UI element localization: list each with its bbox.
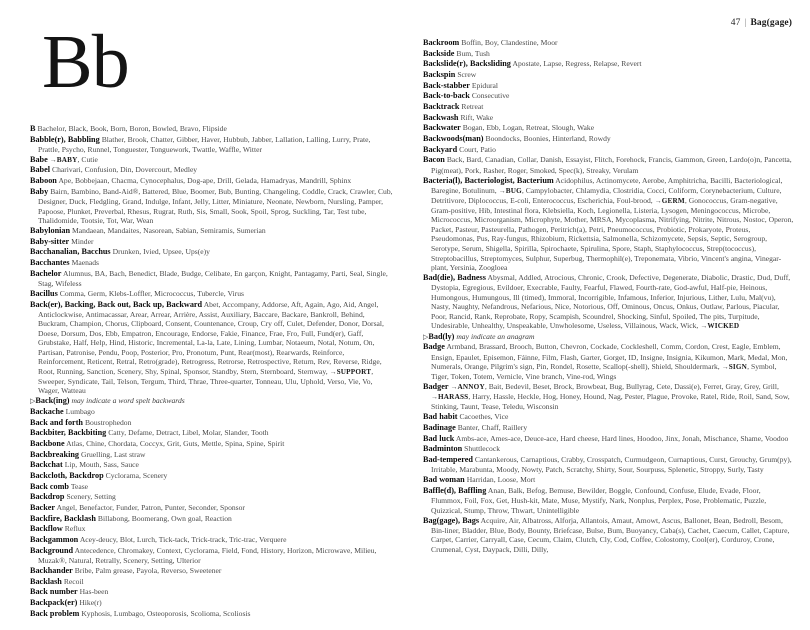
cross-reference-link[interactable]: BUG	[505, 186, 522, 195]
entry-synonyms: Acey-deucy, Blot, Lurch, Tick-tack, Trick-track, Tric-trac, Verquere	[79, 535, 287, 545]
dictionary-entry	[30, 524, 393, 534]
entry-synonyms: Court, Patio	[459, 144, 496, 154]
cross-reference-arrow-icon: →	[450, 383, 458, 392]
entry-headword: Back problem	[30, 608, 80, 618]
entry-synonyms: Bum, Tush	[456, 48, 490, 58]
letter-heading: Bb	[42, 20, 129, 104]
dictionary-entry	[30, 587, 393, 597]
dictionary-entry	[30, 155, 393, 165]
entry-synonyms: Ape, Bobbejaan, Chacma, Cynocephalus, Dog-ape, Drill, Gelada, Hamadryas, Mandrill, Sphinx	[58, 176, 352, 186]
entry-synonyms: Retreat	[461, 102, 484, 112]
dictionary-entry	[423, 176, 794, 273]
dictionary-entry	[30, 289, 393, 299]
entry-headword: Back-stabber	[423, 80, 470, 90]
entry-synonyms: Gruelling, Last straw	[81, 449, 146, 459]
entry-headword: Backside	[423, 48, 455, 58]
entry-headword: Background	[30, 545, 74, 555]
entry-headword: Backcloth, Backdrop	[30, 471, 104, 481]
entry-headword: Bad-tempered	[423, 455, 473, 464]
dictionary-entry	[30, 546, 393, 566]
cross-reference-link[interactable]: WICKED	[707, 322, 740, 331]
entry-headword: Babylonian	[30, 226, 71, 235]
entry-synonyms: Kyphosis, Lumbago, Osteoporosis, Scolioma, Scoliosis	[81, 608, 251, 618]
dictionary-entry	[30, 535, 393, 545]
entry-synonyms: →ANNOY, Bait, Bedevil, Beset, Brock, Browbeat, Bug, Bullyrag, Cete, Dassi(e), Ferret, Gray, Grey, Grill, →HARASS, Harry, Hassle, Heckle, Hog, Honey, Hound, Nag, Pester, Plague, Provoke, Ratel, Ride, Roil, Sand, Sow, Stinking, Taunt, Tease, Teledu, Wisconsin	[431, 382, 790, 412]
dictionary-entry	[30, 460, 393, 470]
entry-headword: Babble(r), Babbling	[30, 134, 100, 144]
dictionary-entry	[423, 412, 794, 422]
entry-headword: Bacon	[423, 155, 445, 165]
entry-synonyms: Cacoethes, Vice	[459, 412, 509, 422]
entry-headword: Backwoods(man)	[423, 134, 484, 144]
entry-headword: Backflow	[30, 524, 63, 534]
entry-usage-note: may indicate an anagram	[456, 331, 535, 341]
entry-synonyms: Boondocks, Boonies, Hinterland, Rowdy	[485, 134, 611, 144]
dictionary-entry	[423, 273, 794, 331]
entry-synonyms: Comma, Germ, Klebs-Loffler, Micrococcus, Tubercle, Virus	[59, 288, 244, 298]
dictionary-entry	[423, 342, 794, 381]
dictionary-entry	[30, 165, 393, 175]
dictionary-entry	[30, 135, 393, 155]
cross-reference-arrow-icon: →	[431, 393, 438, 402]
entry-headword: Babe	[30, 154, 48, 164]
entry-headword: Baby-sitter	[30, 236, 70, 246]
entry-headword: Backwash	[423, 112, 459, 122]
dictionary-entry	[30, 247, 393, 257]
entry-synonyms: Boffin, Boy, Clandestine, Moor	[461, 38, 558, 47]
dictionary-entry	[30, 269, 393, 289]
entry-synonyms: Minder	[71, 236, 94, 246]
entry-synonyms: Alumnus, BA, Bach, Benedict, Blade, Budge, Celibate, En garçon, Knight, Pantagamy, Parti, Seal, Single, Stag, Wifeless	[38, 268, 388, 288]
entry-headword: Backfire, Backlash	[30, 513, 96, 523]
entry-synonyms: Ambs-ace, Ames-ace, Deuce-ace, Hard cheese, Hard lines, Hoodoo, Jinx, Jonah, Mischance, Shame, Voodoo	[455, 433, 789, 443]
cross-reference-arrow-icon: →	[721, 363, 729, 372]
dictionary-entry	[423, 155, 794, 175]
entry-headword: Backpack(er)	[30, 597, 78, 607]
entry-synonyms: Abet, Accompany, Addorse, Aft, Again, Ago, Aid, Angel, Anticlockwise, Antimacassar, Arear, Arrear, Arrière, Assist, Auxiliary, Baccare, Backare, Bankroll, Behind, Buckram, Champion, Chorus, Clipboard, Consent, Countenance, Croup, Cry off, Culet, Defender, Donor, Dorsal, Doese, Dorsum, Dos, Ebb, Empatron, Encourage, Endorse, Fakie, Finance, Frae, Fro, Full, Fund(er), Gaff, Grubstake, Half, Help, Hind, Historic, Incremental, La-la, Late, Lining, Lumbar, Notaeum, Notal, Notum, On, Partisan, Patronise, Pendu, Poop, Posterior, Pro, Pronotum, Punt, Rear(most), Rearwards, Reinforce, Reinforcement, Reticent, Retral, Retro(grade), Retrogress, Retrorse, Retrospective, Return, Rev, Reverse, Ridge, Root, Running, Sanction, Scenery, Shy, Spinal, Sponsor, Standby, Stern, Sternboard, Sternway, →SUPPORT, Sweeper, Syndicate, Tail, Telson, Tergum, Third, Thrae, Three-quarter, Tonneau, Ulu, Uphold, Verso, Vie, Vo, Wager, Watteau	[38, 299, 384, 396]
dictionary-entry	[423, 59, 794, 69]
dictionary-entry	[423, 134, 794, 144]
header-separator: |	[744, 18, 747, 28]
entry-headword: Bacchanalian, Bacchus	[30, 247, 111, 257]
dictionary-entry	[30, 439, 393, 449]
entry-synonyms: Antecedence, Chromakey, Context, Cyclorama, Field, Fond, History, Horizon, Microwave, Milieu, Muzak®, Natural, Retrally, Scenery, Setting, Ulterior	[38, 545, 377, 566]
entry-synonyms: Bogan, Ebb, Logan, Retreat, Slough, Wake	[462, 123, 595, 133]
entry-synonyms: Armband, Brassard, Brooch, Button, Chevron, Cockade, Cockleshell, Comm, Cordon, Crest, Eagle, Emblem, Ensign, Epaulet, Episemon, Fáinne, Film, Flash, Garter, Gorget, ID, Insigne, Insignia, Kikumon, Mark, Medal, Mon, Numerals, Orange, Pilgrim's sign, Pin, Rondel, Rosette, Scallop(-shell), Shield, Shouldermark, →SIGN, Symbol, Tiger, Token, Totem, Vernicle, Vine branch, Vine-rod, Wings	[431, 342, 788, 382]
dictionary-entry	[30, 503, 393, 513]
cross-reference-arrow-icon: →	[49, 155, 57, 164]
dictionary-entry	[423, 91, 794, 101]
dictionary-entry	[30, 418, 393, 428]
dictionary-entry	[30, 187, 393, 226]
entry-synonyms: Angel, Benefactor, Funder, Patron, Punter, Seconder, Sponsor	[56, 503, 245, 513]
entry-synonyms: Scenery, Setting	[66, 492, 116, 502]
dictionary-entry	[423, 332, 794, 342]
entry-headword: Backache	[30, 407, 64, 417]
entry-headword: Badminton	[423, 444, 463, 454]
entry-synonyms: Tease	[70, 481, 89, 491]
entry-headword: Bag(gage), Bags	[423, 515, 480, 525]
dictionary-entry	[30, 407, 393, 417]
entry-synonyms: Cantankerous, Carnaptious, Crabby, Crosspatch, Curmudgeon, Curnaptious, Curst, Grouchy, Grum(py), Irritable, Marabunta, Moody, Nowty, Patch, Scratchy, Shirty, Sour, Sourpuss, Splenetic, Stroppy, Surly, Tasty	[431, 455, 792, 475]
cross-reference-arrow-icon: →	[329, 367, 337, 376]
dictionary-entry	[423, 145, 794, 155]
entry-headword: Bad luck	[423, 433, 455, 443]
entry-synonyms: Has-been	[79, 587, 109, 597]
entry-headword: Badinage	[423, 422, 456, 432]
entry-headword: Baby	[30, 186, 49, 196]
entry-headword: Bacchantes	[30, 258, 70, 268]
dictionary-entry	[30, 492, 393, 502]
entry-headword: Bad(ly)	[428, 331, 455, 341]
entry-headword: Bad(die), Badness	[423, 272, 486, 282]
cross-reference-arrow-icon: →	[498, 186, 506, 195]
dictionary-entry	[30, 237, 393, 247]
entry-synonyms: Blather, Brook, Chatter, Gibber, Haver, Hubbub, Jabber, Lallation, Lalling, Lurry, Prate, Prattle, Psycho, Runnel, Tonguester, Tonguework, Twattle, Waffle, Witter	[38, 134, 371, 154]
entry-headword: Baboon	[30, 176, 57, 186]
entry-synonyms: Mandaean, Mandaites, Nasorean, Sabian, Semiramis, Sumerian	[72, 226, 266, 235]
cross-reference-arrow-icon: →	[654, 196, 662, 205]
entry-headword: Back number	[30, 587, 78, 597]
dictionary-entry	[423, 444, 794, 454]
entry-headword: Back(er), Backing, Back out, Back up, Backward	[30, 299, 203, 309]
entry-synonyms: Atlas, Chine, Chordata, Coccyx, Grit, Guts, Mettle, Spina, Spine, Spirit	[66, 439, 285, 449]
entry-synonyms: Recoil	[63, 576, 84, 586]
entry-headword: Backgammon	[30, 535, 79, 545]
dictionary-entry	[30, 450, 393, 460]
dictionary-entry	[423, 516, 794, 555]
dictionary-entry	[30, 566, 393, 576]
entry-synonyms: Shuttlecock	[464, 444, 500, 454]
entry-headword: Backbreaking	[30, 449, 79, 459]
entry-headword: Back comb	[30, 481, 69, 491]
entry-headword: Backchat	[30, 460, 63, 470]
left-entry-list	[30, 124, 393, 619]
right-entry-list	[423, 38, 794, 554]
dictionary-entry	[423, 113, 794, 123]
entry-headword: Backbone	[30, 439, 65, 449]
entry-headword: Back-to-back	[423, 91, 470, 101]
dictionary-entry	[30, 176, 393, 186]
entry-headword: Backroom	[423, 38, 460, 47]
entry-headword: Bachelor	[30, 268, 62, 278]
cross-reference-link[interactable]: SUPPORT	[336, 367, 372, 376]
entry-headword: Baffle(d), Baffling	[423, 485, 487, 495]
entry-synonyms: Billabong, Boomerang, Own goal, Reaction	[97, 513, 232, 523]
dictionary-entry	[30, 598, 393, 608]
cross-reference-link[interactable]: GERM	[661, 196, 685, 205]
dictionary-entry	[423, 123, 794, 133]
dictionary-entry	[30, 471, 393, 481]
header-catchword: Bag(gage)	[750, 18, 792, 28]
entry-headword: Bacillus	[30, 288, 58, 298]
dictionary-entry	[423, 382, 794, 412]
entry-headword: Badger	[423, 382, 449, 392]
dictionary-entry	[423, 423, 794, 433]
dictionary-entry	[423, 102, 794, 112]
entry-headword: Babel	[30, 165, 51, 175]
entry-synonyms: Drunken, Ivied, Upsee, Ups(e)y	[112, 247, 210, 257]
cross-reference-link[interactable]: ANNOY	[457, 383, 485, 392]
entry-synonyms: Hike(r)	[79, 597, 102, 607]
dictionary-entry	[423, 486, 794, 515]
entry-headword: Backyard	[423, 144, 458, 154]
entry-synonyms: Lip, Mouth, Sass, Sauce	[64, 460, 139, 470]
entry-headword: Backspin	[423, 70, 456, 80]
cross-reference-arrow-icon: →	[700, 322, 708, 331]
entry-headword: Backwater	[423, 123, 461, 133]
entry-headword: Back and forth	[30, 417, 83, 427]
entry-headword: Backhander	[30, 565, 73, 575]
entry-headword: Bad habit	[423, 412, 458, 422]
dictionary-entry	[423, 455, 794, 475]
entry-synonyms: Acquire, Air, Albatross, Alforja, Allantois, Amaut, Amowt, Ascus, Ballonet, Bean, Bedroll, Besom, Bin-liner, Bladder, Blue, Body, Bounty, Briefcase, Bulse, Bum, Buoyancy, Caba(s), Cachet, Caecum, Callet, Capture, Carpet, Carrier, Carryall, Case, Cecum, Claim, Clutch, Cly, Cod, Coffee, Colostomy, Cool(er), Corduroy, Crone, Crumenal, Cyst, Daypack, Dilli, Dilly,	[431, 515, 790, 554]
entry-synonyms: Reflux	[64, 524, 86, 534]
entry-synonyms: Screw	[457, 70, 477, 80]
entry-synonyms: Harridan, Loose, Mort	[466, 475, 536, 485]
dictionary-entry	[423, 38, 794, 48]
dictionary-entry	[30, 124, 393, 134]
dictionary-entry	[30, 226, 393, 236]
entry-synonyms: Epidural	[471, 80, 499, 90]
cross-reference-link[interactable]: SIGN	[728, 363, 748, 372]
entry-synonyms: Abysmal, Addled, Atrocious, Chronic, Crook, Defective, Degenerate, Diabolic, Drastic, Dud, Duff, Dystopia, Egregious, Evildoer, Execrable, Faulty, Fearful, Flawed, Fourth-rate, God-awful, Half-pie, Heinous, Humongous, Humungous, Ill (timed), Immoral, Incorrigible, Infamous, Inferior, Injurious, Lither, Lulu, Mal(vu), Nasty, Naughty, Nefandrous, Nefarious, Nice, Notorious, Off, Ominous, Oncus, Onkus, Outlaw, Parlous, Piacular, Poor, Rancid, Rank, Reprobate, Ropy, Scampish, Scoundrel, Shocking, Sinful, Spoiled, The pits, Turpitude, Undesirable, Unhealthy, Unspeakable, Unwholesome, Useless, Villainous, Wack, Wick, →WICKED	[431, 272, 791, 331]
dictionary-entry	[423, 475, 794, 485]
entry-synonyms: Anan, Balk, Befog, Bemuse, Bewilder, Boggle, Confound, Confuse, Elude, Evade, Floor, Flummox, Foil, Fox, Get, Hush-kit, Mate, Muse, Mystify, Nark, Nonplus, Perplex, Pose, Problematic, Puzzle, Quizzical, Stump, Throw, Thwart, Unintelligible	[431, 485, 767, 515]
dictionary-entry	[30, 514, 393, 524]
entry-headword: Backlash	[30, 576, 62, 586]
dictionary-entry	[30, 300, 393, 396]
entry-synonyms: Catty, Defame, Detract, Libel, Molar, Slander, Tooth	[108, 428, 269, 438]
entry-headword: Bacteria(l), Bacteriologist, Bacterium	[423, 175, 554, 185]
entry-synonyms: Back, Bard, Canadian, Collar, Danish, Essayist, Flitch, Forehock, Francis, Gammon, Green, Lardo(o)n, Pancetta, Pig(meat), Pork, Rasher, Roger, Smoked, Spec(k), Streaky, Verulam	[431, 155, 792, 175]
entry-headword: Backslide(r), Backsliding	[423, 59, 511, 69]
entry-headword: Backdrop	[30, 492, 65, 502]
right-column	[405, 0, 810, 630]
dictionary-entry	[423, 434, 794, 444]
entry-usage-note: may indicate a word spelt backwards	[71, 396, 185, 406]
entry-synonyms: Bribe, Palm grease, Payola, Reverso, Sweetener	[74, 565, 222, 575]
entry-synonyms: Acidophilus, Actinomycete, Aerobe, Amphitricha, Bacilli, Bacteriological, Baregine, Botulinum, →BUG, Campylobacter, Chlamydia, Clostridia, Cocci, Coliform, Corynebacterium, Culture, Detritivore, Diplococcus, E-coli, Enterococcus, Escherichia, Foul-brood, →GERM, Gonococcus, Gram-negative, Gram-positive, Hib, Intestinal flora, Klebsiella, Koch, Legionella, Listeria, Lysogen, Meningococcus, Microbe, Micrococcus, Microorganism, Microphyte, Mother, MRSA, Mycoplasma, Nitrifying, Nitrite, Nitrous, Nostoc, Operon, Packet, Pasteur, Pasteurella, Pathogen, Peritrich(a), Petri, Pneumococcus, Probiotic, Prokaryote, Proteus, Pseudomonas, Pus, Ray-fungus, Rhizobium, Rickettsia, Salmonella, Schizomycete, Sepsis, Septic, Serogroup, Serotype, Serum, Shigella, Spirilla, Spirochaete, Spirulina, Spore, Staph, Staphylococcus, Strep(tococcus), Streptobacillus, Streptomyces, Sulphur, Superbug, Thermophil(e), Treponemata, Vibrio, Vincent's angina, Vinegar-plant, Yersinia, Zoogloea	[431, 175, 794, 273]
entry-synonyms: Cyclorama, Scenery	[105, 471, 168, 481]
dictionary-entry	[423, 70, 794, 80]
entry-headword: Bad woman	[423, 475, 465, 485]
entry-synonyms: Bairn, Bambino, Band-Aid®, Battered, Blue, Boomer, Bub, Bunting, Changeling, Coddle, Crack, Crawler, Cub, Designer, Duck, Fledgling, Grand, Indulge, Infant, Jelly, Litter, Miniature, Neonate, Newborn, Nursling, Pamper, Papoose, Plunket, Preverbal, Rhesus, Rugrat, Ruth, Sis, Small, Sook, Spoil, Sprog, Suckling, Tar, Test tube, Thalidomide, Tootsie, Tot, War, Wean	[38, 186, 393, 226]
entry-synonyms: Lumbago	[65, 407, 95, 417]
dictionary-entry	[30, 609, 393, 619]
entry-synonyms: Consecutive	[471, 91, 510, 101]
triangle-marker-icon: ▷	[30, 397, 36, 406]
dictionary-entry	[30, 258, 393, 268]
entry-headword: B	[30, 123, 36, 133]
entry-headword: Back(ing)	[35, 396, 70, 406]
entry-headword: Badge	[423, 342, 445, 352]
entry-headword: Backtrack	[423, 102, 460, 112]
entry-synonyms: →BABY, Cutie	[49, 154, 98, 164]
dictionary-entry	[423, 81, 794, 91]
dictionary-entry	[30, 577, 393, 587]
entry-synonyms: Charivari, Confusion, Din, Dovercourt, Medley	[52, 165, 198, 175]
dictionary-entry	[423, 49, 794, 59]
cross-reference-link[interactable]: HARASS	[438, 393, 469, 402]
entry-synonyms: Rift, Wake	[460, 112, 494, 122]
page-number: 47	[730, 18, 741, 28]
entry-synonyms: Maenads	[71, 258, 99, 268]
entry-synonyms: Apostate, Lapse, Regress, Relapse, Revert	[512, 59, 642, 69]
triangle-marker-icon: ▷	[423, 332, 429, 341]
dictionary-entry	[30, 396, 393, 406]
entry-synonyms: Boustrophedon	[84, 417, 132, 427]
entry-headword: Backer	[30, 503, 56, 513]
entry-synonyms: Banter, Chaff, Raillery	[457, 422, 528, 432]
dictionary-entry	[30, 428, 393, 438]
dictionary-entry	[30, 482, 393, 492]
cross-reference-link[interactable]: BABY	[56, 155, 78, 164]
entry-headword: Backbiter, Backbiting	[30, 428, 107, 438]
entry-synonyms: Bachelor, Black, Book, Born, Boron, Bowled, Bravo, Flipside	[37, 123, 227, 133]
